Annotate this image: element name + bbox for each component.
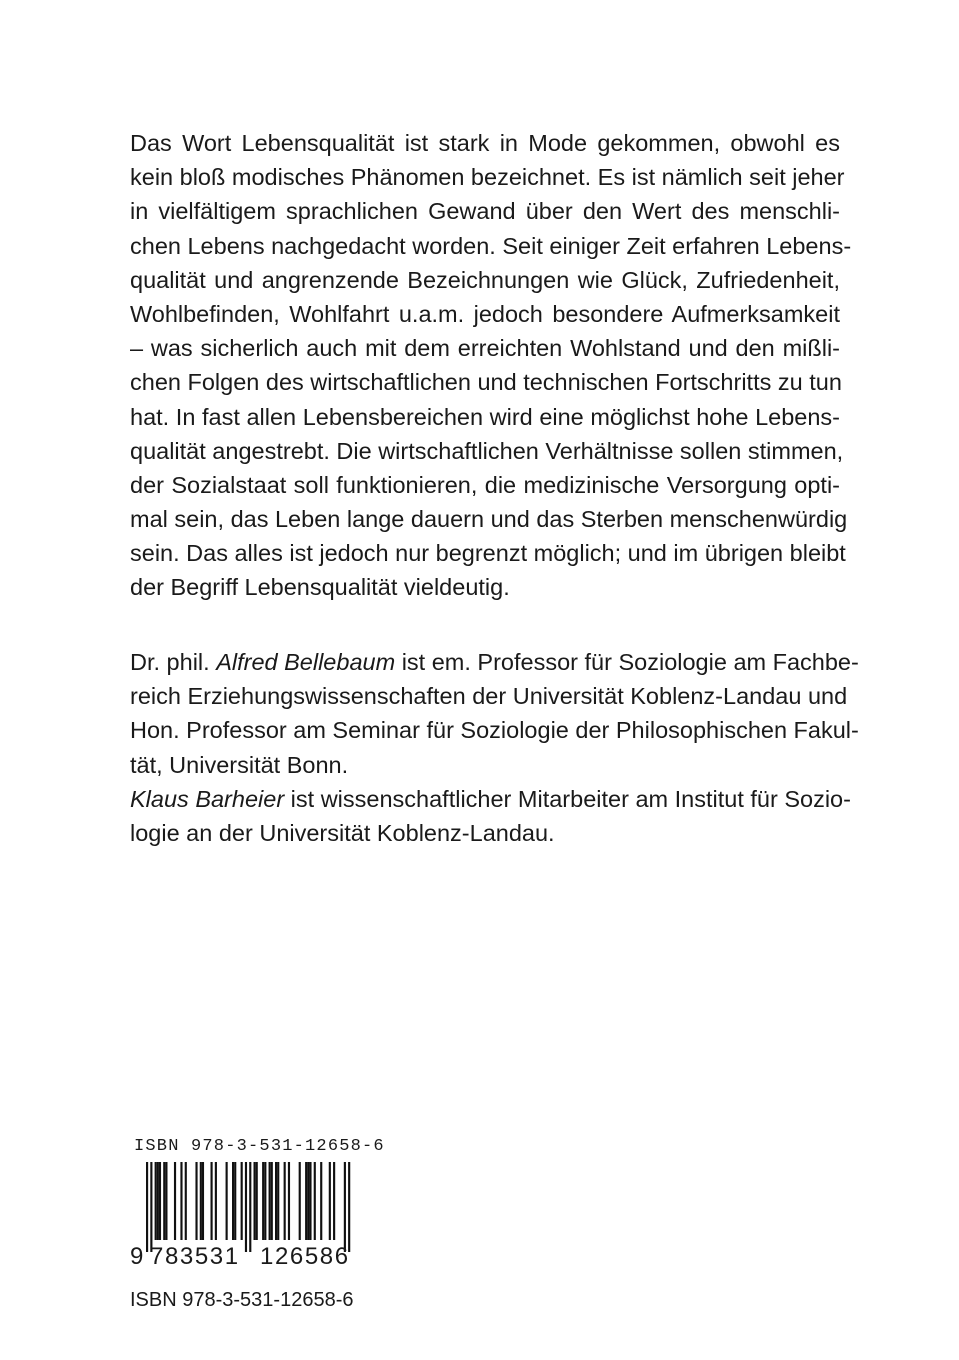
barcode-bar — [200, 1162, 202, 1240]
barcode-bar — [307, 1162, 309, 1240]
barcode-bar — [180, 1162, 182, 1240]
barcode-bar — [320, 1162, 322, 1240]
barcode-bar — [314, 1162, 316, 1240]
barcode-bar — [241, 1162, 243, 1240]
barcode-bar — [254, 1162, 256, 1240]
barcode-bar — [165, 1162, 167, 1240]
barcode-guard-bar — [348, 1162, 350, 1252]
barcode-guard-bar — [344, 1162, 346, 1252]
barcode-bar — [299, 1162, 301, 1240]
author2-text: ist wissenschaftlicher Mitarbeiter am Institut für Sozio- — [290, 785, 851, 812]
barcode-bar — [155, 1162, 157, 1240]
barcode-bar — [195, 1162, 197, 1240]
barcode-bar — [256, 1162, 258, 1240]
barcode-bar — [288, 1162, 290, 1240]
barcode-right-group: 126586 — [260, 1243, 350, 1270]
blurb-line: chen Folgen des wirtschaftlichen und technischen Fortschritts zu tun — [130, 369, 842, 396]
blurb-line: qualität und angrenzende Bezeichnungen wie Glück, Zufriedenheit, — [130, 266, 840, 293]
barcode-bar — [329, 1162, 331, 1240]
barcode-bar — [271, 1162, 273, 1240]
barcode-bar — [202, 1162, 204, 1240]
blurb-line: kein bloß modisches Phänomen bezeichnet. Es ist nämlich seit jeher — [130, 164, 845, 191]
barcode-bar — [157, 1162, 159, 1240]
author-bio-line — [130, 645, 859, 679]
blurb-line: Wohlbefinden, Wohlfahrt u.a.m. jedoch besondere Aufmerksamkeit — [130, 300, 840, 327]
barcode-first-digit: 9 — [130, 1243, 144, 1270]
author-bio-line: logie an der Universität Koblenz-Landau. — [130, 819, 555, 846]
author-bio-line: reich Erziehungswissenschaften der Universität Koblenz-Landau und — [130, 683, 848, 710]
barcode-bar — [226, 1162, 228, 1240]
barcode-bar — [264, 1162, 266, 1240]
barcode-bars — [130, 1162, 378, 1254]
author1-title: Dr. phil. — [130, 649, 210, 675]
blurb-line: in vielfältigem sprachlichen Gewand über den Wert des menschli- — [130, 198, 840, 225]
blurb-line: sein. Das alles ist jedoch nur begrenzt möglich; und im übrigen bleibt — [130, 540, 846, 567]
barcode-isbn-label: ISBN 978-3-531-12658-6 — [134, 1137, 385, 1156]
barcode-bar — [215, 1162, 217, 1240]
barcode-bar — [284, 1162, 286, 1240]
author-bios — [130, 645, 859, 850]
isbn-footer: ISBN 978-3-531-12658-6 — [130, 1289, 354, 1311]
barcode-bar — [309, 1162, 311, 1240]
blurb-line: Das Wort Lebensqualität ist stark in Mode gekommen, obwohl es — [130, 130, 840, 156]
barcode-bar — [232, 1162, 234, 1240]
author1-text: ist em. Professor für Soziologie am Fachbe- — [401, 649, 859, 675]
barcode-left-group: 783531 — [150, 1243, 240, 1270]
blurb-line: hat. In fast allen Lebensbereichen wird eine möglichst hohe Lebens- — [130, 403, 840, 430]
barcode-guard-bar — [245, 1162, 247, 1252]
barcode-bar — [275, 1162, 277, 1240]
barcode-bar — [163, 1162, 165, 1240]
ean-barcode — [130, 1136, 390, 1276]
author2-name: Klaus Barheier — [130, 785, 285, 812]
barcode-bar — [234, 1162, 236, 1240]
blurb-line: – was sicherlich auch mit dem erreichten Wohlstand und den mißli- — [130, 335, 840, 362]
barcode-bar — [277, 1162, 279, 1240]
barcode-bar — [269, 1162, 271, 1240]
barcode-bar — [305, 1162, 307, 1240]
blurb-line: chen Lebens nachgedacht worden. Seit einiger Zeit erfahren Lebens- — [130, 232, 852, 259]
barcode-bar — [211, 1162, 213, 1240]
barcode-guard-bar — [150, 1162, 152, 1252]
blurb-line: der Sozialstaat soll funktionieren, die medizinische Versorgung opti- — [130, 471, 840, 498]
barcode-bar — [333, 1162, 335, 1240]
barcode-bar — [159, 1162, 161, 1240]
barcode-guard-bar — [249, 1162, 251, 1252]
barcode-digits — [130, 1242, 378, 1272]
author-bio-line: Hon. Professor am Seminar für Soziologie der Philosophischen Fakul- — [130, 717, 859, 744]
barcode-guard-bar — [146, 1162, 148, 1252]
barcode-bar — [174, 1162, 176, 1240]
barcode-bar — [262, 1162, 264, 1240]
author-bio-line — [130, 782, 851, 816]
blurb-paragraph — [130, 126, 852, 605]
author-bio-line: tät, Universität Bonn. — [130, 751, 349, 778]
blurb-line: der Begriff Lebensqualität vieldeutig. — [130, 574, 510, 601]
blurb-line: mal sein, das Leben lange dauern und das Sterben menschenwürdig — [130, 506, 848, 533]
blurb-line: qualität angestrebt. Die wirtschaftlichen Verhältnisse sollen stimmen, — [130, 437, 844, 464]
barcode-bar — [185, 1162, 187, 1240]
author1-name: Alfred Bellebaum — [216, 649, 396, 675]
